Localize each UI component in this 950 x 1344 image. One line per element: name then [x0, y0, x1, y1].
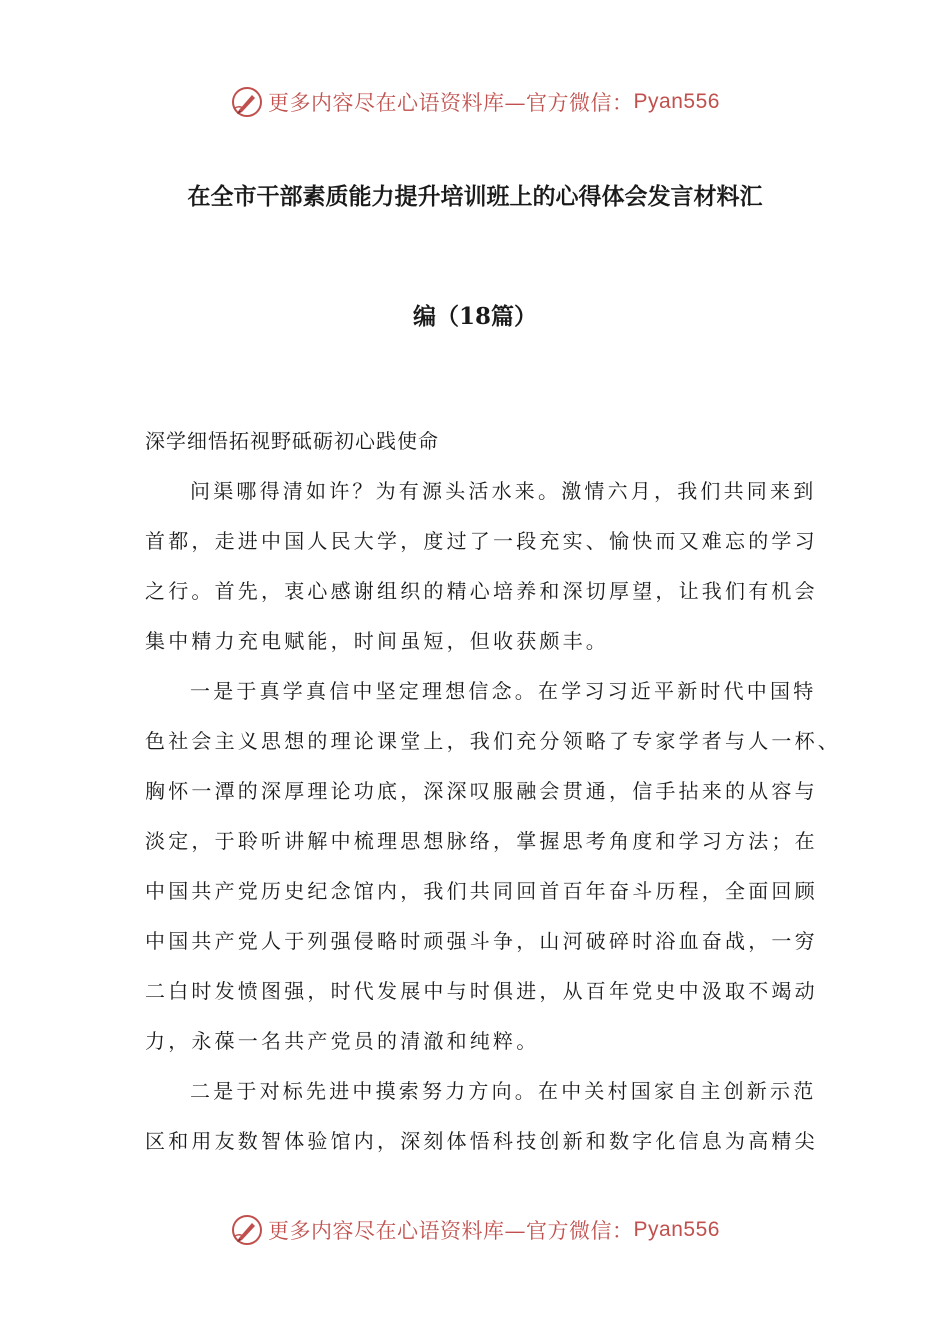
body-line: 中国共产党历史纪念馆内，我们共同回首百年奋斗历程，全面回顾 [145, 879, 818, 903]
body-line: 二白时发愤图强，时代发展中与时俱进，从百年党史中汲取不竭动 [145, 979, 818, 1003]
watermark-text: 更多内容尽在心语资料库—官方微信： [268, 1219, 634, 1243]
body-line: 色社会主义思想的理论课堂上，我们充分领略了专家学者与人一杯、 [145, 729, 841, 753]
document-title-line-1: 在全市干部素质能力提升培训班上的心得体会发言材料汇 [187, 183, 763, 210]
body-line: 中国共产党人于列强侵略时顽强斗争，山河破碎时浴血奋战，一穷 [145, 929, 818, 953]
body-line: 胸怀一潭的深厚理论功底，深深叹服融会贯通，信手拈来的从容与 [145, 779, 818, 803]
section-subtitle: 深学细悟拓视野砥砺初心践使命 [145, 429, 439, 453]
pen-logo-icon [230, 85, 264, 119]
body-line: 二是于对标先进中摸索努力方向。在中关村国家自主创新示范 [190, 1079, 817, 1103]
body-line: 力，永葆一名共产党员的清澈和纯粹。 [145, 1029, 540, 1053]
body-line: 之行。首先，衷心感谢组织的精心培养和深切厚望，让我们有机会 [145, 579, 818, 603]
watermark-text: 更多内容尽在心语资料库—官方微信： [268, 91, 634, 115]
wechat-id: Pyan556 [633, 1218, 720, 1241]
header-watermark-banner [0, 82, 950, 122]
body-line: 首都，走进中国人民大学，度过了一段充实、愉快而又难忘的学习 [145, 529, 818, 553]
pen-logo-icon [230, 1213, 264, 1247]
footer-watermark-banner [0, 1210, 950, 1250]
body-line: 淡定，于聆听讲解中梳理思想脉络，掌握思考角度和学习方法；在 [145, 829, 818, 853]
document-title-line-2: 编（18篇） [412, 303, 537, 330]
body-line: 区和用友数智体验馆内，深刻体悟科技创新和数字化信息为高精尖 [145, 1129, 818, 1153]
body-line: 一是于真学真信中坚定理想信念。在学习习近平新时代中国特 [190, 679, 817, 703]
wechat-id: Pyan556 [633, 90, 720, 113]
body-line: 问渠哪得清如许？为有源头活水来。激情六月，我们共同来到 [190, 479, 817, 503]
body-line: 集中精力充电赋能，时间虽短，但收获颇丰。 [145, 629, 609, 653]
